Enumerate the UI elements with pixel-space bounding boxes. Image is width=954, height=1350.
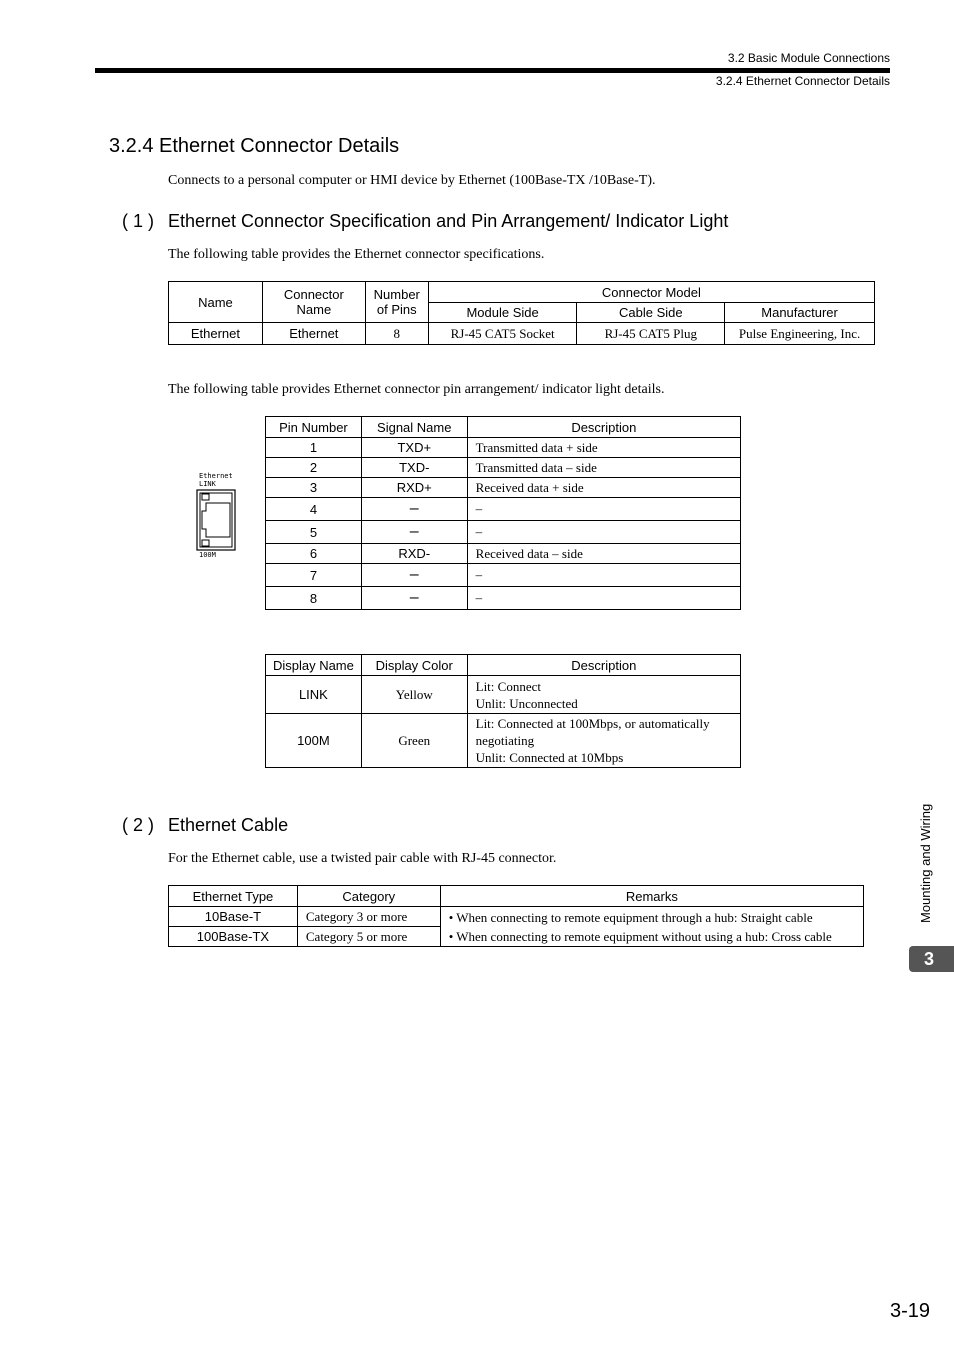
table-row <box>266 544 741 564</box>
figure-label-ethernet: Ethernet <box>199 472 233 480</box>
table-row <box>266 521 741 544</box>
pin-arrangement-table <box>265 416 741 610</box>
pin-number: 6 <box>266 544 362 564</box>
header-ethernet-type: Ethernet Type <box>169 886 298 907</box>
page-title: 3.2.4 Ethernet Connector Details <box>109 135 400 157</box>
header-category: Category <box>297 886 440 907</box>
header-signal-name: Signal Name <box>361 417 467 438</box>
cell-cable-side: RJ-45 CAT5 Plug <box>577 323 725 345</box>
section2-title: Ethernet Cable <box>168 815 289 835</box>
ethernet-connector-figure <box>196 472 240 562</box>
signal-name: RXD+ <box>361 478 467 498</box>
chapter-tab: 3 <box>909 946 954 972</box>
table-row <box>266 498 741 521</box>
header-remarks: Remarks <box>440 886 863 907</box>
signal-name: – <box>361 587 467 610</box>
pin-number: 4 <box>266 498 362 521</box>
description-line: Unlit: Connected at 10Mbps <box>475 750 624 765</box>
ethernet-cable-table <box>168 885 864 947</box>
pin-table-intro: The following table provides Ethernet connector pin arrangement/ indicator light details. <box>168 382 665 397</box>
table-row <box>266 458 741 478</box>
signal-name: RXD- <box>361 544 467 564</box>
pin-description: – <box>467 521 740 544</box>
chapter-side-label: Mounting and Wiring <box>918 803 933 923</box>
description-line: Lit: Connected at 100Mbps, or automatically negotiating <box>475 716 710 748</box>
table-row <box>169 907 864 927</box>
header-connector-name: Connector Name <box>262 282 365 323</box>
table-row <box>266 478 741 498</box>
table-row <box>266 676 741 714</box>
description-line: Unlit: Unconnected <box>475 695 578 711</box>
cell-pins: 8 <box>365 323 428 345</box>
cell-connector-name: Ethernet <box>262 323 365 345</box>
running-header-subsection: 3.2.4 Ethernet Connector Details <box>715 74 890 88</box>
display-name: LINK <box>266 676 362 714</box>
header-rule <box>95 68 890 73</box>
remark-line: • When connecting to remote equipment without using a hub: Cross cable <box>448 928 832 944</box>
section1-number: ( 1 ) <box>122 211 155 231</box>
indicator-description <box>467 676 740 714</box>
signal-name: TXD+ <box>361 438 467 458</box>
pin-description: Received data + side <box>467 478 740 498</box>
header-description: Description <box>467 655 740 676</box>
header-module-side: Module Side <box>428 303 577 323</box>
pin-number: 7 <box>266 564 362 587</box>
header-connector-model: Connector Model <box>428 282 874 303</box>
pin-description: – <box>467 587 740 610</box>
pin-number: 3 <box>266 478 362 498</box>
signal-name: TXD- <box>361 458 467 478</box>
pin-description: – <box>467 498 740 521</box>
table-row <box>266 564 741 587</box>
page-number: 3-19 <box>889 1300 930 1322</box>
header-pin-number: Pin Number <box>266 417 362 438</box>
description-line: Lit: Connect <box>475 678 541 694</box>
remarks <box>440 907 863 947</box>
intro-paragraph: Connects to a personal computer or HMI device by Ethernet (100Base-TX /10Base-T). <box>168 173 656 188</box>
pin-description: Received data – side <box>467 544 740 564</box>
remark-line: • When connecting to remote equipment through a hub: Straight cable <box>448 909 813 925</box>
indicator-description <box>467 714 740 768</box>
indicator-light-table <box>265 654 741 768</box>
cell-name: Ethernet <box>169 323 263 345</box>
figure-label-link: LINK <box>199 480 216 488</box>
section1-title: Ethernet Connector Specification and Pin Arrangement/ Indicator Light <box>168 211 729 231</box>
signal-name: – <box>361 498 467 521</box>
header-name: Name <box>169 282 263 323</box>
table-row <box>266 714 741 768</box>
pin-number: 5 <box>266 521 362 544</box>
section2-number: ( 2 ) <box>122 815 155 835</box>
signal-name: – <box>361 521 467 544</box>
pin-number: 8 <box>266 587 362 610</box>
cell-module-side: RJ-45 CAT5 Socket <box>428 323 577 345</box>
ethernet-type: 10Base-T <box>169 907 298 927</box>
cell-manufacturer: Pulse Engineering, Inc. <box>725 323 875 345</box>
section2-intro: For the Ethernet cable, use a twisted pair cable with RJ-45 connector. <box>168 851 557 866</box>
section1-intro: The following table provides the Ethernet connector specifications. <box>168 247 545 262</box>
connector-spec-table <box>168 281 875 345</box>
category: Category 3 or more <box>297 907 440 927</box>
pin-number: 1 <box>266 438 362 458</box>
header-description: Description <box>467 417 740 438</box>
table-row <box>266 587 741 610</box>
category: Category 5 or more <box>297 927 440 947</box>
pin-description: Transmitted data – side <box>467 458 740 478</box>
running-header-section: 3.2 Basic Module Connections <box>727 51 890 65</box>
pin-description: – <box>467 564 740 587</box>
header-display-color: Display Color <box>361 655 467 676</box>
figure-label-100m: 100M <box>199 551 216 559</box>
header-display-name: Display Name <box>266 655 362 676</box>
header-cable-side: Cable Side <box>577 303 725 323</box>
display-color: Yellow <box>361 676 467 714</box>
pin-number: 2 <box>266 458 362 478</box>
ethernet-type: 100Base-TX <box>169 927 298 947</box>
header-number-of-pins: Number of Pins <box>365 282 428 323</box>
signal-name: – <box>361 564 467 587</box>
table-row <box>266 438 741 458</box>
pin-description: Transmitted data + side <box>467 438 740 458</box>
display-name: 100M <box>266 714 362 768</box>
header-manufacturer: Manufacturer <box>725 303 875 323</box>
display-color: Green <box>361 714 467 768</box>
rj45-port-icon <box>196 489 238 553</box>
